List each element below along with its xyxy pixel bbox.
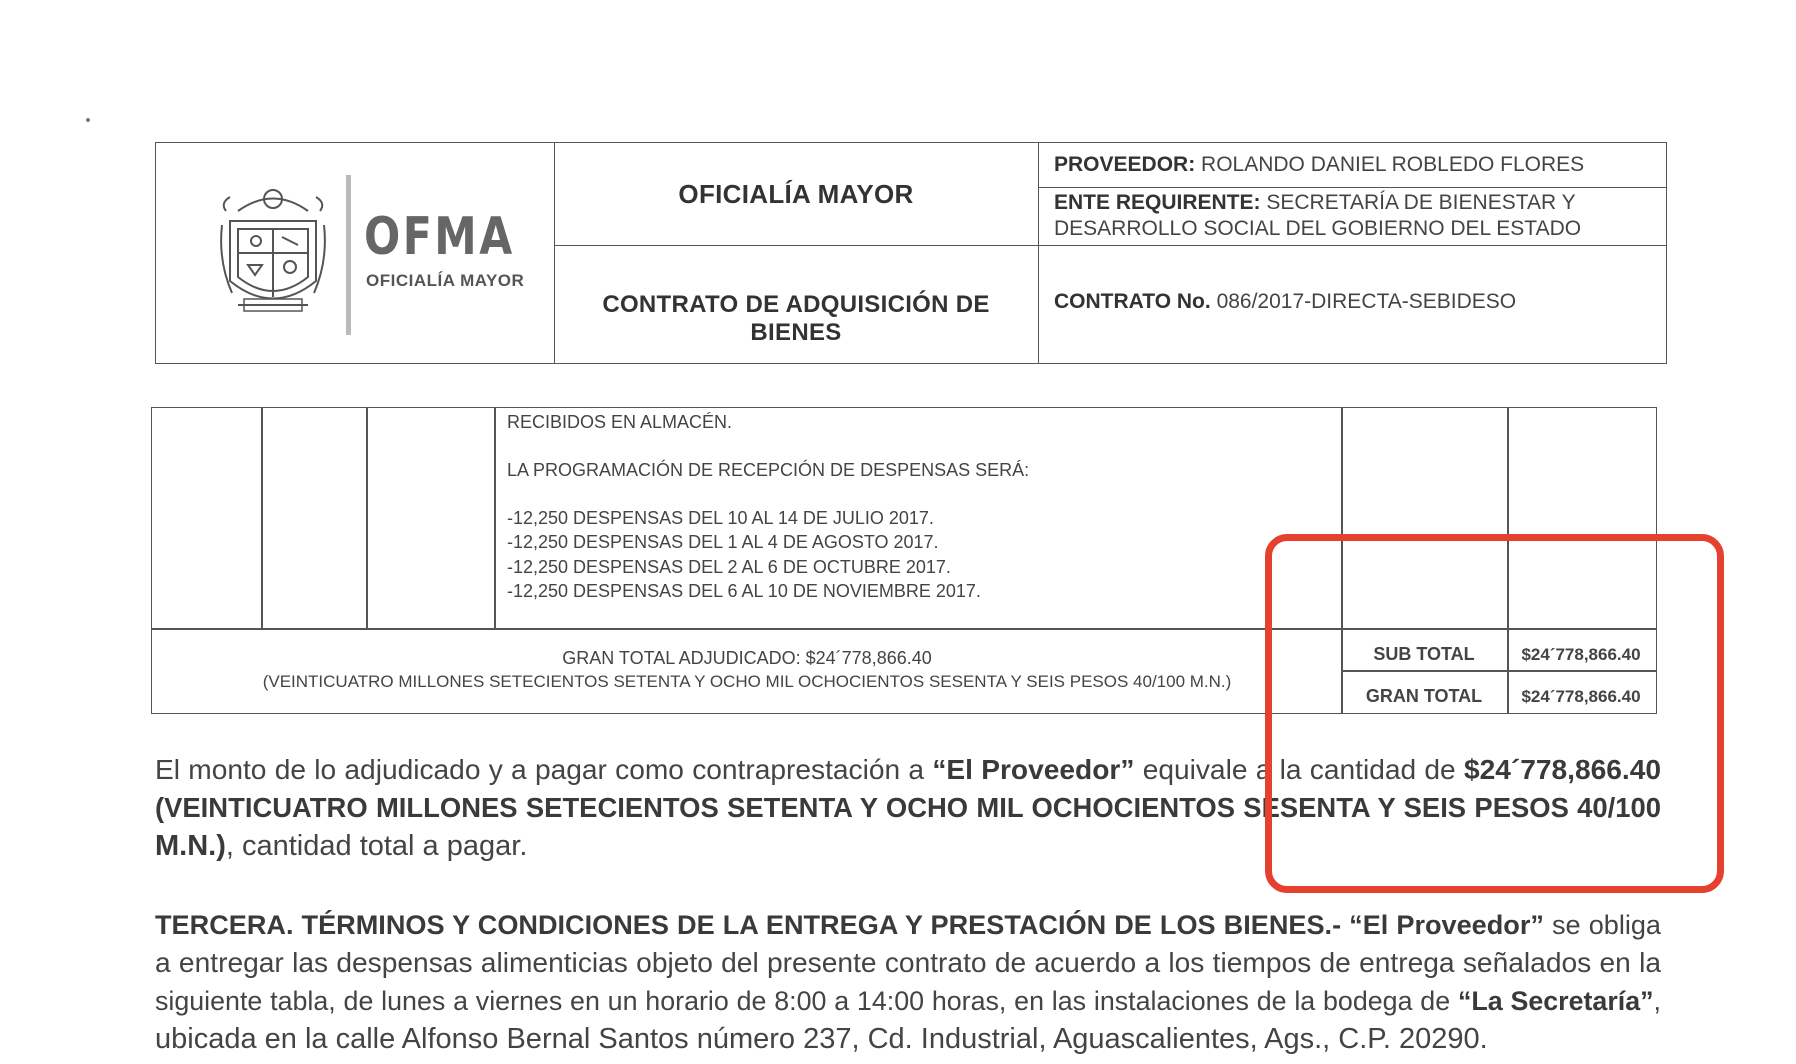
ofma-wordmark: OFMA	[364, 207, 515, 267]
state-seal-icon	[218, 181, 328, 319]
contrato-row	[1054, 289, 1516, 315]
subtotal-label: SUB TOTAL	[1373, 644, 1475, 664]
desc-line: -12,250 DESPENSAS DEL 6 AL 10 DE NOVIEMBRE 2017.	[507, 581, 981, 601]
text-run: El monto de lo adjudicado y a pagar como contraprestación a	[155, 754, 933, 785]
grantotal-label: GRAN TOTAL	[1365, 686, 1483, 706]
document-header	[155, 142, 1667, 364]
paragraph-line: (VEINTICUATRO MILLONES SETECIENTOS SETENTA Y OCHO MIL OCHOCIENTOS SESENTA Y SEIS PESOS 40/100	[155, 792, 1661, 823]
text-run: siguiente tabla, de lunes a viernes en un horario de 8:00 a 14:00 horas, en las instalaciones de la bodega de	[155, 986, 1458, 1016]
clause-tercera	[155, 906, 1661, 1058]
party-name: “La Secretaría”	[1457, 986, 1654, 1016]
header-title: OFICIALÍA MAYOR	[678, 179, 914, 209]
desc-line: LA PROGRAMACIÓN DE RECEPCIÓN DE DESPENSAS SERÁ:	[507, 460, 1030, 480]
amount-value: $24´778,866.40	[1463, 754, 1661, 785]
contrato-value: 086/2017-DIRECTA-SEBIDESO	[1216, 290, 1517, 313]
desc-line: -12,250 DESPENSAS DEL 1 AL 4 DE AGOSTO 2017.	[507, 532, 939, 552]
proveedor-label: PROVEEDOR:	[1054, 153, 1196, 176]
gran-total-adjudicado: GRAN TOTAL ADJUDICADO: $24´778,866.40	[562, 648, 932, 668]
ente-label: ENTE REQUIRENTE:	[1054, 191, 1261, 214]
logo-cell	[156, 143, 555, 363]
column-divider	[261, 408, 263, 628]
contract-info-cell	[1038, 143, 1666, 363]
text-run: se obliga	[1543, 909, 1662, 940]
scan-speck	[86, 118, 90, 122]
text-run: equivale a la cantidad de	[1134, 754, 1464, 785]
column-divider	[494, 408, 496, 628]
desc-line: -12,250 DESPENSAS DEL 10 AL 14 DE JULIO 2017.	[507, 508, 934, 528]
party-name: “El Proveedor”	[932, 754, 1135, 785]
title-cell	[554, 143, 1039, 363]
ente-value-line2: DESARROLLO SOCIAL DEL GOBIERNO DEL ESTADO	[1054, 217, 1582, 240]
contrato-label: CONTRATO No.	[1054, 290, 1211, 313]
logo-divider	[346, 175, 351, 335]
paragraph-line: a entregar las despensas alimenticias objeto del presente contrato de acuerdo a los tiempos de entrega señalados en la	[155, 947, 1661, 978]
paragraph-line	[155, 906, 1661, 944]
grantotal-value: $24´778,866.40	[1521, 687, 1641, 706]
amount-in-words: (VEINTICUATRO MILLONES SETECIENTOS SETENTA Y OCHO MIL OCHOCIENTOS SESENTA Y SEIS PESOS 40/100 M.N.)	[262, 672, 1232, 691]
proveedor-value: ROLANDO DANIEL ROBLEDO FLORES	[1201, 153, 1585, 176]
ente-value-line1: SECRETARÍA DE BIENESTAR Y	[1266, 191, 1576, 214]
paragraph-line	[155, 982, 1661, 1020]
party-name: “El Proveedor”	[1341, 909, 1544, 940]
currency-suffix: M.N.)	[155, 830, 226, 862]
column-divider	[366, 408, 368, 628]
ente-row	[1054, 190, 1581, 242]
subtotal-value: $24´778,866.40	[1521, 645, 1641, 664]
paragraph-line: ubicada en la calle Alfonso Bernal Santos número 237, Cd. Industrial, Aguascalientes, Ags., C.P. 20290.	[155, 1023, 1488, 1055]
desc-line: RECIBIDOS EN ALMACÉN.	[507, 412, 733, 432]
highlight-box	[1265, 534, 1724, 893]
text-run: , cantidad total a pagar.	[225, 830, 528, 862]
clause-heading: TERCERA. TÉRMINOS Y CONDICIONES DE LA ENTREGA Y PRESTACIÓN DE LOS BIENES.-	[155, 909, 1342, 940]
desc-line: -12,250 DESPENSAS DEL 2 AL 6 DE OCTUBRE 2017.	[507, 557, 951, 577]
ofma-subtitle: OFICIALÍA MAYOR	[366, 271, 525, 290]
text-run: ,	[1653, 986, 1661, 1016]
proveedor-row	[1054, 152, 1584, 178]
header-subtitle: CONTRATO DE ADQUISICIÓN DE BIENES	[602, 291, 990, 346]
